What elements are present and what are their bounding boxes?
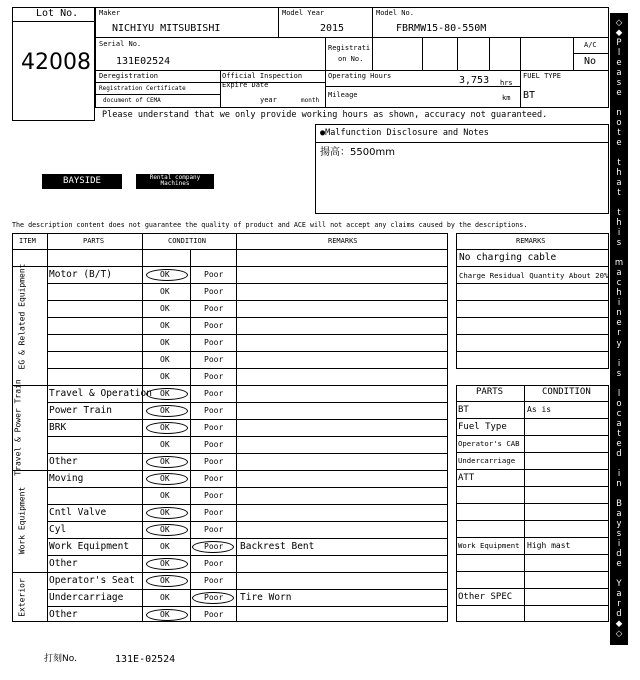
sidebar-char: c [616,278,622,289]
row-line [47,453,448,454]
parts-cond: High mast [527,541,571,550]
sidebar-char: s [616,78,622,89]
parts-name: BT [458,405,469,415]
poor-label: Poor [204,338,224,347]
sidebar-char [618,380,621,389]
bayside-badge [42,174,122,189]
right-col-condition: CONDITION [542,387,591,397]
col-item: ITEM [19,237,36,245]
ok-label: OK [160,474,170,483]
poor-label: Poor [204,304,224,313]
sidebar-char: a [616,508,622,519]
row-part: Work Equipment [49,541,130,552]
ok-circle [146,388,188,400]
remark-line [456,334,609,335]
row-remark: Tire Worn [240,592,292,603]
model-no-label: Model No. [376,9,414,17]
remark-line [456,283,609,284]
malfunction-title: ●Malfunction Disclosure and Notes [320,128,489,138]
row-line [47,504,448,505]
parts-line [456,401,609,402]
parts-name: ATT [458,473,475,483]
parts-name: Other SPEC [458,592,513,602]
ok-label: OK [160,389,170,398]
sidebar-char: n [616,308,622,319]
remark-line [456,249,609,250]
ok-label: OK [160,406,170,415]
inspection-label-1: Official Inspection [222,72,303,80]
ok-label: OK [160,542,170,551]
col-remarks: REMARKS [328,237,358,245]
sidebar-char: y [616,518,622,529]
group-exterior: Exterior [17,578,27,617]
sidebar-char: ◆ [615,618,623,629]
ok-label: OK [160,576,170,585]
sidebar-char: s [616,368,622,379]
ok-label: OK [160,610,170,619]
ac-label: A/C [584,41,597,49]
row-line [47,487,448,488]
sidebar-char: t [617,208,621,219]
sidebar-char: e [616,558,622,569]
sidebar-char: o [616,398,622,409]
km-unit: km [502,94,511,102]
row-line [47,317,448,318]
sidebar-char: d [616,608,622,619]
poor-label: Poor [204,474,224,483]
poor-label: Poor [204,491,224,500]
row-part: Other [49,558,78,569]
sidebar-char: m [614,258,624,269]
row-part: Operator's Seat [49,575,135,586]
poor-label: Poor [204,457,224,466]
poor-label: Poor [204,406,224,415]
parts-line [456,469,609,470]
sidebar-char: r [617,598,621,609]
sidebar-char [618,350,621,359]
parts-line [456,537,609,538]
right-remarks-header: REMARKS [516,237,546,245]
parts-line [456,605,609,606]
sidebar-char: r [617,328,621,339]
mileage-label: Mileage [328,91,358,99]
ok-circle [146,507,188,519]
sidebar-char: t [617,158,621,169]
ok-circle [146,405,188,417]
group-eg: EG & Related Equipment [17,263,27,370]
sidebar-char: d [616,448,622,459]
maker-label: Maker [99,9,121,17]
parts-line [456,571,609,572]
sidebar-char: a [616,178,622,189]
sidebar-char: y [616,338,622,349]
row-line [47,283,448,284]
parts-line [456,452,609,453]
sidebar-char: a [616,588,622,599]
sidebar-char: e [616,438,622,449]
sidebar-char: B [616,498,622,509]
sidebar-char: e [616,318,622,329]
sidebar-char: ◆ [615,28,623,39]
sidebar-char: e [616,58,622,69]
col-condition: CONDITION [168,237,206,245]
parts-line [456,435,609,436]
group-work: Work Equipment [17,486,27,555]
model-year-label: Model Year [282,9,325,17]
sidebar-char: h [616,218,622,229]
poor-label: Poor [204,610,224,619]
parts-name: Work Equipment [458,541,520,550]
ok-circle [146,609,188,621]
location-notice-sidebar [610,13,628,645]
ok-circle [146,473,188,485]
sidebar-char: e [616,138,622,149]
sidebar-char: a [616,68,622,79]
month-label: month [301,97,320,104]
model-no-value: FBRMW15-80-550M [396,23,487,34]
row-line [47,368,448,369]
row-line [47,589,448,590]
hrs-unit: hrs [500,79,513,87]
row-part: Moving [49,473,84,484]
sidebar-char [618,249,621,258]
serial-label: Serial No. [99,40,142,48]
sidebar-char: a [616,268,622,279]
parts-line [456,554,609,555]
remark-line [456,266,609,267]
poor-label: Poor [204,559,224,568]
operating-hours-value: 3,753 [459,75,490,86]
parts-line [456,486,609,487]
model-year-value: 2015 [320,23,345,34]
ok-label: OK [160,321,170,330]
poor-label: Poor [204,525,224,534]
ok-label: OK [160,372,170,381]
serial-value: 131E02524 [116,56,171,67]
rental-text-1: Rental company [149,174,201,181]
row-line [47,538,448,539]
sidebar-char: h [616,288,622,299]
row-line [47,419,448,420]
remark-line [456,317,609,318]
sidebar-char: d [616,548,622,559]
ok-circle [146,524,188,536]
ok-label: OK [160,559,170,568]
sidebar-char: n [616,108,622,119]
poor-circle [192,541,234,553]
rental-text-2: Machines [160,180,190,187]
row-line [47,606,448,607]
rental-badge [136,174,214,189]
sidebar-char [618,460,621,469]
row-line [47,351,448,352]
operating-hours-label: Operating Hours [328,72,392,80]
row-line [47,300,448,301]
poor-label: Poor [204,423,224,432]
sidebar-char: t [617,128,621,139]
malfunction-content: 揚高：5500mm [320,147,395,158]
sidebar-char: o [616,118,622,129]
poor-label: Poor [204,270,224,279]
poor-label: Poor [204,389,224,398]
disclaimer: The description content does not guarantee the quality of product and ACE will not accept any claims caused by the descriptions. [12,221,528,229]
poor-label: Poor [204,355,224,364]
row-part: Power Train [49,405,112,416]
sidebar-char: s [616,528,622,539]
parts-line [456,588,609,589]
sidebar-char: t [617,428,621,439]
remark-text: Charge Residual Quantity About 20% [459,271,609,280]
ok-circle [146,422,188,434]
poor-circle [192,592,234,604]
hours-notice: Please understand that we only provide working hours as shown, accuracy not guaranteed. [102,110,548,120]
inspection-label-2: Expire Date [222,81,269,89]
poor-label: Poor [204,508,224,517]
sidebar-char: s [616,238,622,249]
poor-label: Poor [204,576,224,585]
row-part: Motor (B/T) [49,269,112,280]
ok-circle [146,456,188,468]
poor-label: Poor [204,321,224,330]
sidebar-char: i [617,468,621,479]
fuel-type-value: BT [523,90,536,101]
parts-name: Fuel Type [458,422,507,432]
row-line [47,402,448,403]
row-remark: Backrest Bent [240,541,315,552]
ok-label: OK [160,287,170,296]
sidebar-char: i [617,538,621,549]
ok-label: OK [160,423,170,432]
sidebar-char: l [617,48,621,59]
row-line [47,555,448,556]
ok-label: OK [160,304,170,313]
remark-line [456,351,609,352]
registration-cert-label: Registration Certificate [99,85,186,92]
sidebar-char: Y [616,578,622,589]
ok-label: OK [160,338,170,347]
row-part: Cntl Valve [49,507,107,518]
row-line [12,266,448,267]
ok-label: OK [160,440,170,449]
poor-label: Poor [204,287,224,296]
fuel-type-label: FUEL TYPE [523,72,561,80]
row-part: Travel & Operation [49,388,152,399]
sidebar-text [610,13,628,645]
sidebar-char [618,99,621,108]
ok-label: OK [160,457,170,466]
ok-label: OK [160,355,170,364]
sidebar-char: P [616,38,622,49]
row-part: Other [49,609,78,620]
parts-cond: As is [527,405,552,414]
ok-label: OK [160,593,170,602]
sidebar-char: a [616,418,622,429]
row-line [47,334,448,335]
parts-name: Undercarriage [458,456,516,465]
row-part: BRK [49,422,67,433]
group-travel-label: Travel & Power Train [13,379,23,476]
parts-name: Operator's CAB [458,439,520,448]
lot-number: 42008 [21,50,91,75]
ok-circle [146,575,188,587]
sidebar-char: i [617,228,621,239]
group-travel-1 [14,378,23,478]
col-parts: PARTS [83,237,105,245]
row-part: Other [49,456,78,467]
ok-circle [146,269,188,281]
sidebar-char: i [617,298,621,309]
ok-label: OK [160,525,170,534]
parts-line [456,503,609,504]
registration-label-2: on No. [338,55,364,63]
sidebar-char: h [616,168,622,179]
deregistration-label: Deregistration [99,72,159,80]
parts-line [456,520,609,521]
remark-text: No charging cable [459,252,557,263]
sidebar-char: e [616,88,622,99]
sidebar-char: ◇ [615,18,623,28]
poor-label: Poor [204,542,224,551]
sidebar-char: i [617,358,621,369]
footer-value: 131E-02524 [115,654,176,665]
year-label: year [260,96,277,104]
bayside-text: BAYSIDE [63,176,101,186]
maker-value: NICHIYU MITSUBISHI [112,23,221,34]
ok-label: OK [160,270,170,279]
row-line [47,521,448,522]
sidebar-char: n [616,478,622,489]
registration-label-1: Registrati [328,44,371,52]
poor-label: Poor [204,440,224,449]
ok-label: OK [160,508,170,517]
sidebar-char: l [617,388,621,399]
footer-label: 打刻No. [44,654,77,664]
sidebar-char: t [617,188,621,199]
sidebar-char: c [616,408,622,419]
lot-label: Lot No. [36,8,79,19]
poor-label: Poor [204,593,224,602]
sidebar-char [618,570,621,579]
row-line [47,436,448,437]
remark-line [456,300,609,301]
sidebar-char [618,199,621,208]
parts-line [456,418,609,419]
sidebar-char [618,149,621,158]
right-col-parts: PARTS [476,387,504,397]
ok-circle [146,558,188,570]
row-part: Undercarriage [49,592,124,603]
ok-label: OK [160,491,170,500]
row-part: Cyl [49,524,67,535]
sidebar-char: ◇ [615,628,623,639]
poor-label: Poor [204,372,224,381]
ac-value: No [584,56,597,67]
cema-label: document of CEMA [103,97,161,104]
sidebar-char [618,490,621,499]
